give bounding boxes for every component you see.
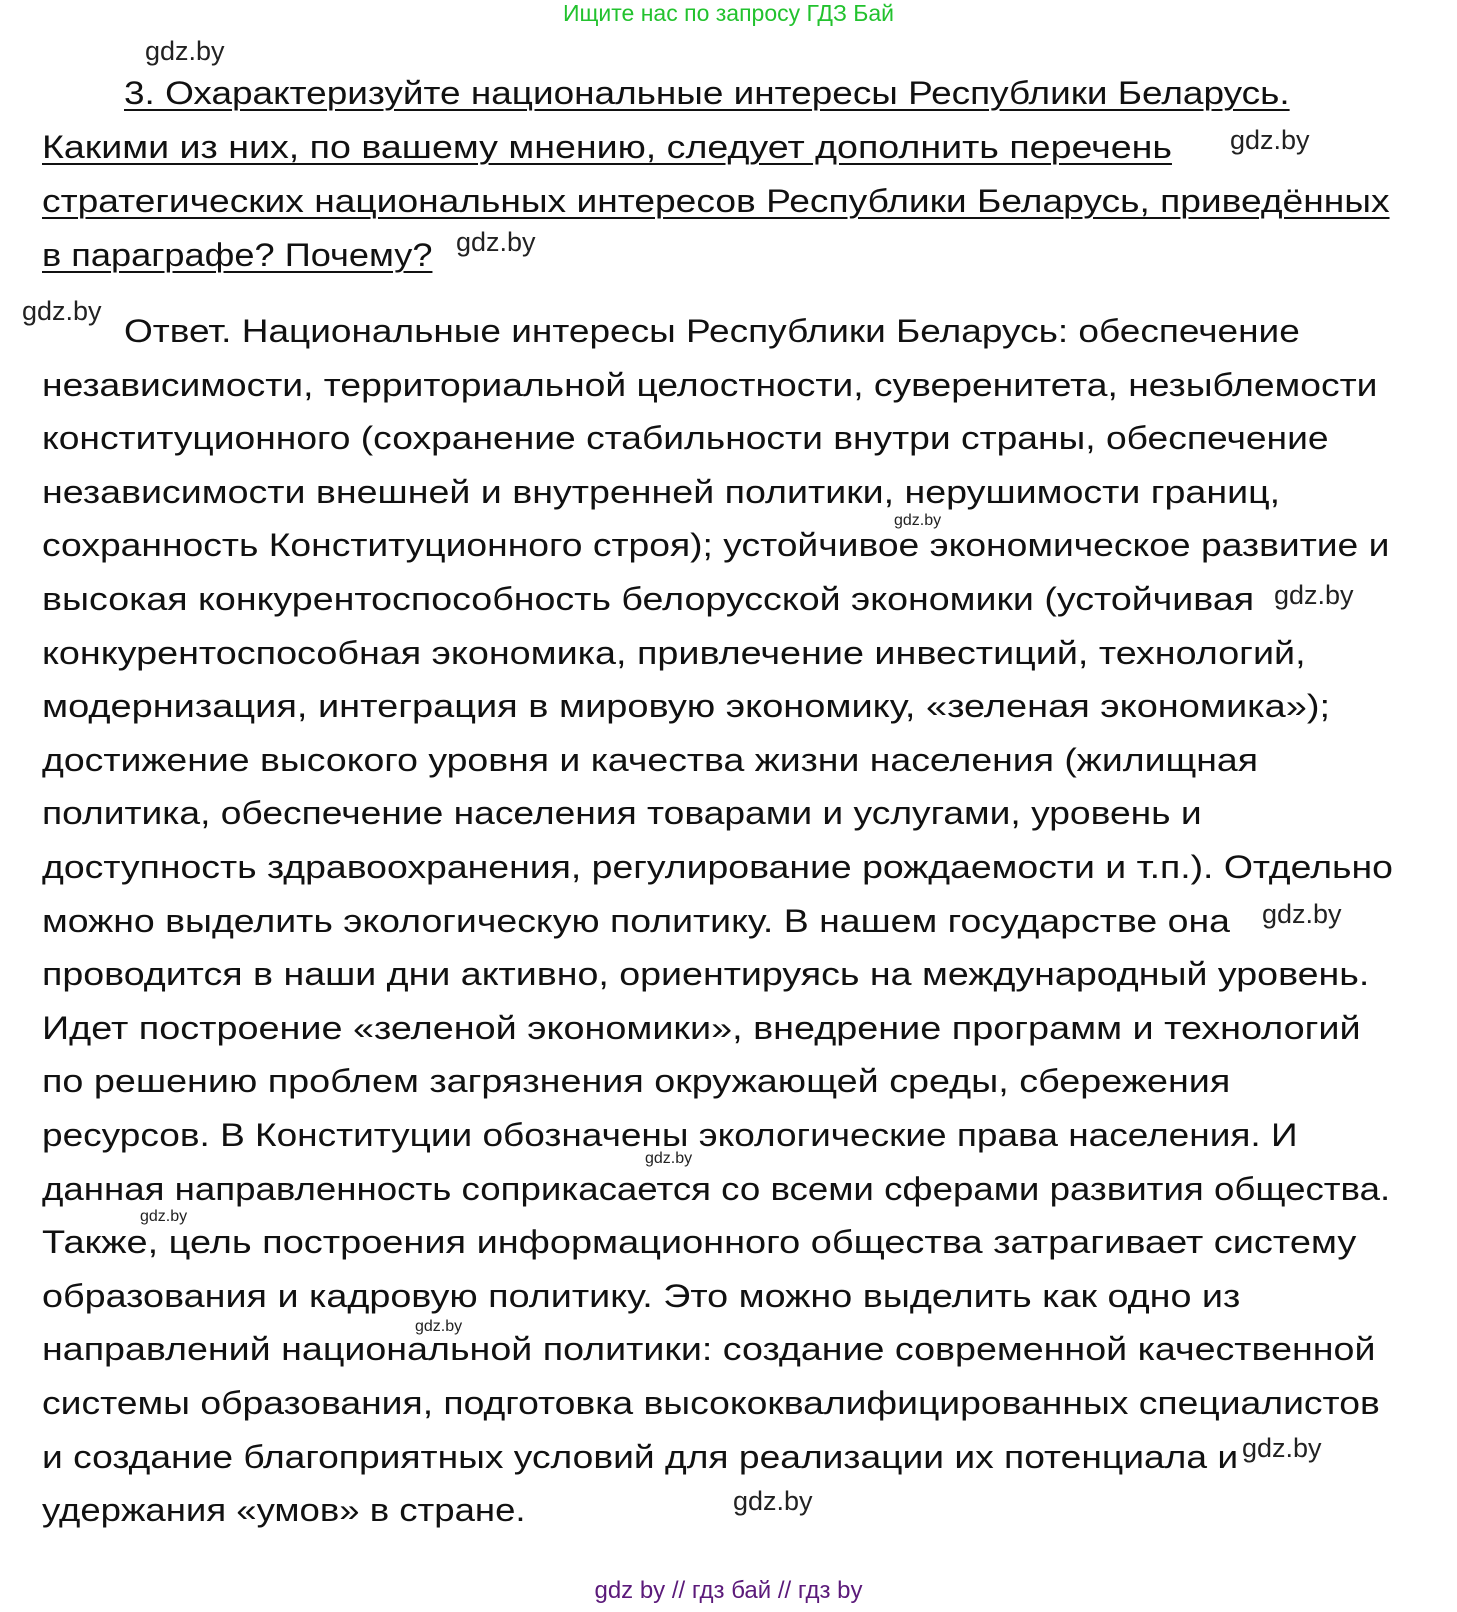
answer-line: доступность здравоохранения, регулирование рождаемости и т.п.). Отдельно [42,849,1393,885]
watermark: gdz.by [22,296,102,326]
question-line: 3. Охарактеризуйте национальные интересы Республики Беларусь. [124,75,1290,111]
answer-line: сохранность Конституционного строя); устойчивое экономическое развитие и [42,527,1390,564]
watermark: gdz.by [1262,899,1342,929]
watermark: gdz.by [733,1486,813,1516]
watermark: gdz.by [894,512,942,529]
watermark: gdz.by [1274,580,1354,610]
answer-line: высокая конкурентоспособность белорусской экономики (устойчивая [42,581,1255,617]
answer-line: системы образования, подготовка высококвалифицированных специалистов [42,1385,1380,1421]
answer-line: независимости внешней и внутренней политики, нерушимости границ, [42,473,1281,510]
answer-line: Также, цель построения информационного общества затрагивает систему [42,1224,1357,1261]
watermark: gdz.by [645,1150,693,1167]
watermark: gdz.by [1230,125,1310,155]
watermark: gdz.by [145,36,225,66]
answer-line: направлений национальной политики: создание современной качественной [42,1331,1376,1368]
answer-line: политика, обеспечение населения товарами и услугами, уровень и [42,795,1202,832]
answer-line: Ответ. Национальные интересы Республики Беларусь: обеспечение [124,313,1300,349]
answer-line: проводится в наши дни активно, ориентируясь на международный уровень. [42,956,1370,993]
watermark: gdz.by [456,227,536,257]
answer-line: можно выделить экологическую политику. В нашем государстве она [42,902,1230,939]
watermark: gdz.by [140,1208,188,1225]
watermark: gdz.by [415,1318,463,1335]
answer-line: данная направленность соприкасается со всеми сферами развития общества. [42,1170,1391,1207]
answer-line: модернизация, интеграция в мировую экономику, «зеленая экономика»); [42,688,1330,725]
answer-line: конституционного (сохранение стабильности внутри страны, обеспечение [42,420,1329,457]
answer-line: и создание благоприятных условий для реализации их потенциала и [42,1438,1239,1475]
watermark: gdz.by [1242,1433,1322,1463]
question-line: в параграфе? Почему? [42,237,433,273]
answer-line: по решению проблем загрязнения окружающей среды, сбережения [42,1063,1231,1100]
answer-line: ресурсов. В Конституции обозначены экологические права населения. И [42,1117,1298,1153]
answer-line: Идет построение «зеленой экономики», внедрение программ и технологий [42,1009,1361,1046]
answer-line: удержания «умов» в стране. [42,1492,526,1529]
answer-line: образования и кадровую политику. Это можно выделить как одно из [42,1277,1241,1314]
answer-line: конкурентоспособная экономика, привлечение инвестиций, технологий, [42,634,1306,671]
question-line: Какими из них, по вашему мнению, следует дополнить перечень [42,129,1172,165]
answer-line: достижение высокого уровня и качества жизни населения (жилищная [42,741,1258,778]
header-banner: Ищите нас по запросу ГДЗ Бай [562,0,895,26]
footer-banner: gdz by // гдз бай // гдз by [594,1577,863,1604]
answer-line: независимости, территориальной целостности, суверенитета, незыблемости [42,366,1378,403]
question-line: стратегических национальных интересов Республики Беларусь, приведённых [42,183,1390,219]
